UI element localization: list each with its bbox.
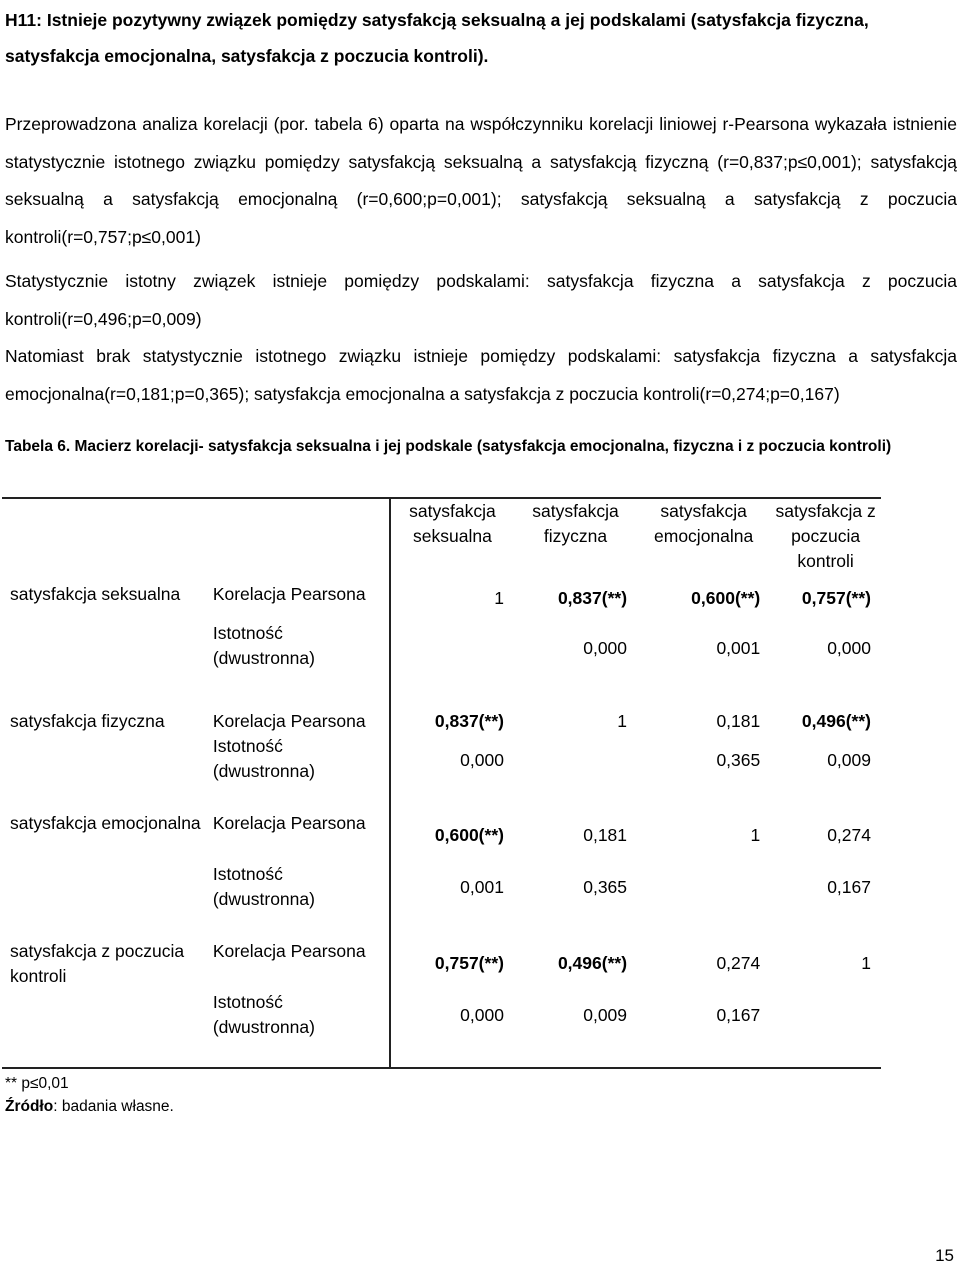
- stat-label-sig: Istotność (dwustronna): [212, 736, 315, 781]
- row-variable-name: satysfakcja fizyczna: [10, 711, 165, 731]
- table-cell: 0,496(**) 0,009: [801, 711, 871, 770]
- row-stat-labels: [207, 709, 390, 811]
- table-header-row: [2, 498, 881, 582]
- table-cell: 1: [617, 711, 628, 731]
- stat-label-sig: Istotność (dwustronna): [212, 864, 315, 909]
- table-cell: 0,837(**) 0,000: [434, 711, 504, 770]
- column-header: satysfakcja emocjonalna: [637, 498, 770, 582]
- table-cell: 0,274 0,167: [637, 939, 770, 1068]
- table-row: [2, 709, 881, 811]
- stat-label-corr: Korelacja Pearsona: [212, 584, 366, 604]
- row-stat-labels: [207, 939, 390, 1068]
- table-row: [2, 811, 881, 939]
- column-header: satysfakcja seksualna: [390, 498, 514, 582]
- table-cell: 0,274 0,167: [827, 825, 871, 897]
- table-cell: 1: [770, 939, 881, 1068]
- significance-footnote: ** p≤0,01: [5, 1075, 69, 1092]
- table-cell: 1: [494, 588, 504, 608]
- source-text: : badania własne.: [53, 1098, 174, 1115]
- paragraph-significant: Statystycznie istotny związek istnieje pomiędzy podskalami: satysfakcja fizyczna a satysfakcja z poczucia kontroli(r=0,496;p=0,009): [5, 271, 957, 329]
- table-row: [2, 582, 881, 709]
- page-number: 15: [935, 1246, 954, 1265]
- table-cell: 0,757(**) 0,000: [801, 588, 871, 658]
- caption-label: Tabela 6.: [5, 438, 71, 455]
- column-header: satysfakcja fizyczna: [514, 498, 637, 582]
- table-cell: 0,600(**) 0,001: [434, 825, 504, 897]
- table-cell: 1: [750, 825, 761, 845]
- paragraph-nonsignificant: Natomiast brak statystycznie istotnego związku istnieje pomiędzy podskalami: satysfakcja fizyczna a satysfakcja emocjonalna(r=0,181;p=0,365); satysfakcja emocjonalna a satysfakcja z poczucia kontroli(r=0,274;p=0,167): [5, 346, 957, 404]
- table-caption: [5, 436, 950, 458]
- header-empty: [2, 498, 207, 582]
- correlation-matrix: [2, 497, 881, 1069]
- source-label: Źródło: [5, 1098, 54, 1115]
- source-note: [5, 1096, 174, 1118]
- table-cell: 0,600(**) 0,001: [691, 588, 761, 658]
- stat-label-sig: Istotność (dwustronna): [212, 992, 315, 1037]
- header-empty: [207, 498, 390, 582]
- row-variable-name: satysfakcja seksualna: [10, 584, 181, 604]
- row-stat-labels: [207, 811, 390, 939]
- table-row: [2, 939, 881, 1068]
- table-cell: 0,181 0,365: [583, 825, 628, 897]
- table-cell: 0,837(**) 0,000: [557, 588, 628, 658]
- table-cell: 0,496(**) 0,009: [514, 939, 637, 1068]
- row-variable-name: satysfakcja emocjonalna: [10, 813, 201, 833]
- column-header: satysfakcja z poczucia kontroli: [770, 498, 881, 582]
- table-cell: 0,757(**) 0,000: [390, 939, 514, 1068]
- hypothesis-heading: H11: Istnieje pozytywny związek pomiędzy satysfakcją seksualną a jej podskalami (satysfakcja fizyczna, satysfakcja emocjonalna, satysfakcja z poczucia kontroli).: [5, 10, 869, 66]
- stat-label-corr: Korelacja Pearsona: [212, 711, 366, 731]
- row-variable-name: satysfakcja z poczucia kontroli: [2, 939, 207, 1068]
- stat-label-corr: Korelacja Pearsona: [212, 813, 366, 833]
- stat-label-sig: Istotność (dwustronna): [212, 623, 315, 668]
- row-stat-labels: [207, 582, 390, 709]
- stat-label-corr: Korelacja Pearsona: [212, 941, 366, 961]
- caption-text: Macierz korelacji- satysfakcja seksualna i jej podskale (satysfakcja emocjonalna, fizyczna i z poczucia kontroli): [70, 438, 892, 455]
- table-cell: 0,181 0,365: [716, 711, 761, 770]
- paragraph-analysis: Przeprowadzona analiza korelacji (por. tabela 6) oparta na współczynniku korelacji liniowej r-Pearsona wykazała istnienie statystycznie istotnego związku pomiędzy satysfakcją seksualną a satysfakcją fizyczną (r=0,837;p≤0,001); satysfakcją seksualną a satysfakcją emocjonalną (r=0,600;p=0,001); satysfakcją seksualną a satysfakcją z poczucia kontroli(r=0,757;p≤0,001): [5, 114, 957, 247]
